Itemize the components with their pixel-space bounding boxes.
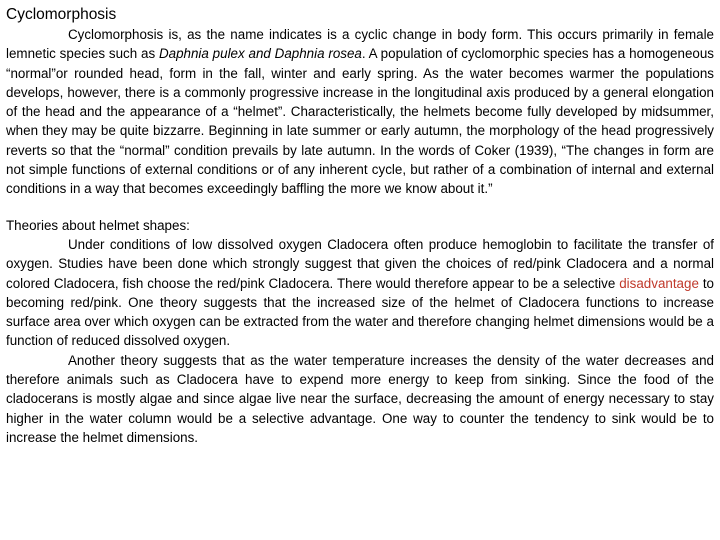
document-title: Cyclomorphosis — [6, 6, 117, 23]
paragraph-gap — [6, 199, 714, 216]
paragraph-2-text-a: Under conditions of low dissolved oxygen Cladocera often produce hemoglobin to facilitate the transfer of oxygen. Studies have been done which strongly suggest that given the choices of red/pink Cladocera and a normal colored Cladocera, fish choose the red/pink Cladocera. There would therefore appear to be a selective — [6, 236, 714, 291]
highlighted-word-disadvantage: disadvantage — [619, 275, 699, 291]
paragraph-cyclomorphosis-definition — [6, 25, 714, 199]
paragraph-temperature-theory: Another theory suggests that as the water temperature increases the density of the water decreases and therefore animals such as Cladocera have to expend more energy to keep from sinking. Since the food of the cladocerans is mostly algae and since algae live near the surface, decreasing the amount of energy necessary to stay higher in the water column would be a selective advantage. One way to counter the tendency to sink would be to increase the helmet dimensions. — [6, 352, 714, 445]
paragraph-1-text-a: Cyclomorphosis is, as the name indicates is a cyclic change in body form. This occurs primarily in female lemnetic species such as — [6, 27, 714, 62]
paragraph-2-text-b: to becoming red/pink. One theory suggests that the increased size of the helmet of Cladocera functions to increase surface area over which oxygen can be extracted from the water and therefore changing helmet dimensions would be a function of reduced dissolved oxygen. — [6, 275, 715, 349]
paragraph-1-text-b: . A population of cyclomorphic species has a homogeneous “normal”or rounded head, form in the fall, winter and early spring. As the water becomes warmer the populations develops, however, there is a commonly progressive increase in the longitudinal axis produced by a general elongation of the head and the appearance of a “helmet”. Characteristically, the helmets become fully developed by midsummer, when they may be quite bizzarre. Beginning in late summer or early autumn, the morphology of the head progressively reverts so that the “normal” condition prevails by late autumn. In the words of Coker (1939), “The changes in form are not simple functions of external conditions or of any inherent cycle, but rather of a combination of internal and external conditions in a way that becomes exceedingly baffling the more we know about it.” — [6, 46, 714, 197]
theories-heading: Theories about helmet shapes: — [6, 217, 190, 233]
species-names: Daphnia pulex and Daphnia rosea — [158, 46, 362, 62]
paragraph-oxygen-theory — [6, 235, 714, 351]
